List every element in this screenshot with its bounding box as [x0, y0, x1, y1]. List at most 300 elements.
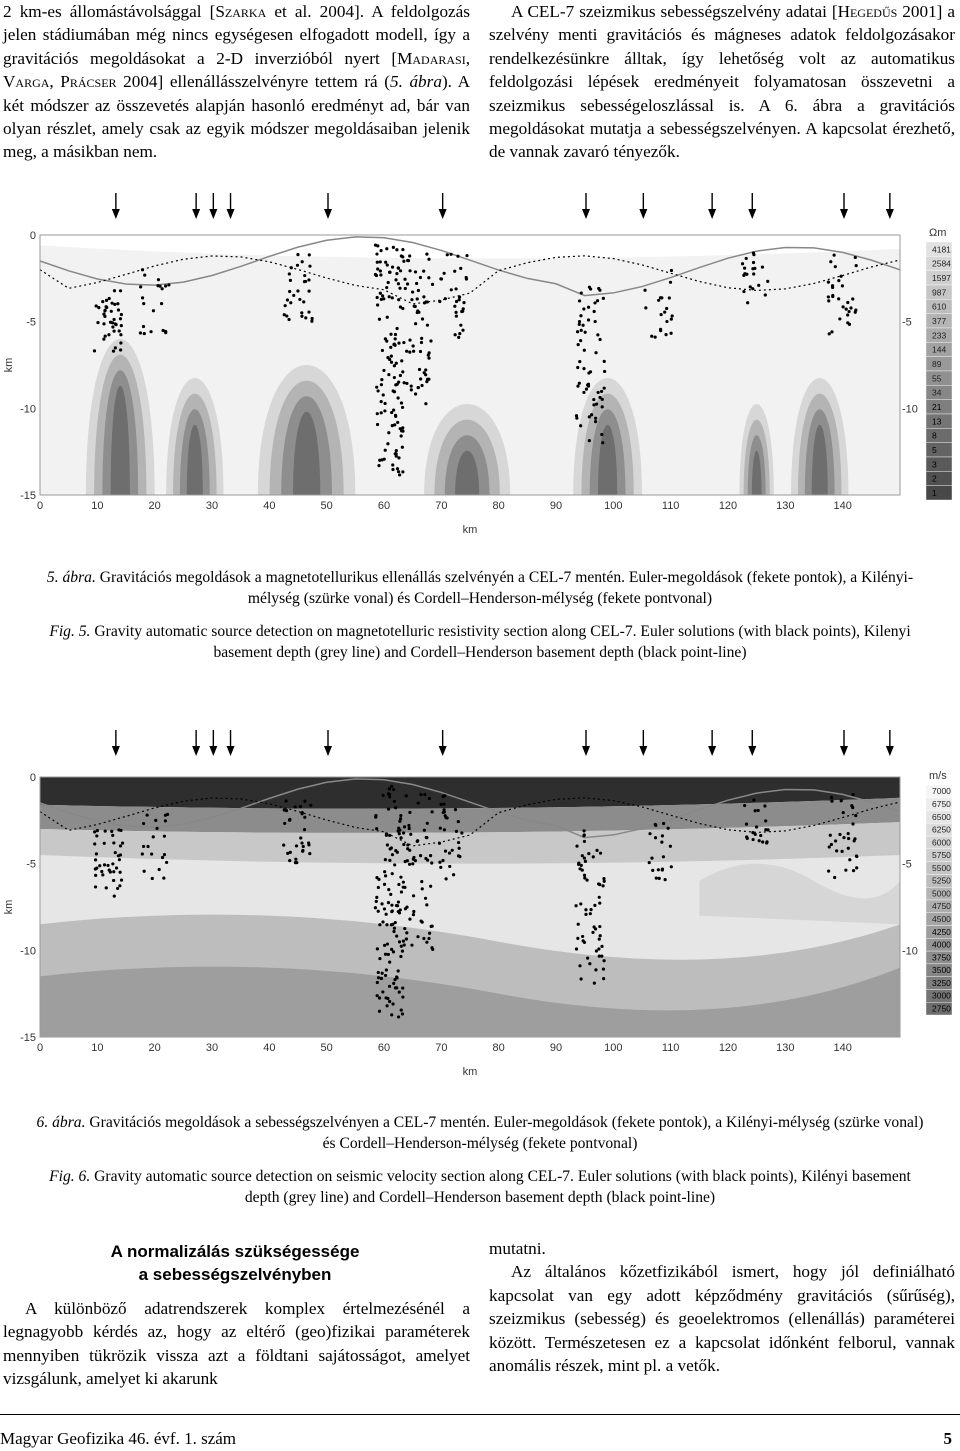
euler-point — [397, 1015, 400, 1018]
euler-point — [763, 804, 766, 807]
euler-point — [399, 876, 402, 879]
euler-point — [416, 839, 419, 842]
legend-label: 3 — [932, 459, 937, 470]
euler-point — [422, 270, 425, 273]
euler-point — [419, 276, 422, 279]
euler-point — [752, 798, 755, 801]
euler-point — [426, 324, 429, 327]
legend-label: 13 — [932, 416, 942, 427]
euler-point — [386, 263, 389, 266]
legend-unit: Ωm — [929, 227, 947, 239]
source-arrow — [192, 193, 200, 219]
euler-point — [831, 286, 834, 289]
euler-point — [576, 937, 579, 940]
euler-point — [644, 306, 647, 309]
euler-point — [393, 863, 396, 866]
euler-point — [601, 884, 604, 887]
euler-point — [601, 441, 604, 444]
euler-point — [399, 269, 402, 272]
euler-point — [379, 249, 382, 252]
euler-point — [662, 822, 665, 825]
euler-point — [115, 866, 118, 869]
euler-point — [101, 873, 104, 876]
euler-point — [443, 272, 446, 275]
legend-label: 3500 — [932, 965, 951, 976]
euler-point — [390, 785, 393, 788]
euler-point — [384, 858, 387, 861]
euler-point — [397, 900, 400, 903]
euler-point — [424, 402, 427, 405]
euler-point — [827, 281, 830, 284]
x-tick-label: 70 — [435, 500, 448, 512]
right-tick-label: -5 — [902, 858, 912, 871]
euler-point — [583, 840, 586, 843]
euler-point — [454, 333, 457, 336]
euler-point — [386, 1004, 389, 1007]
euler-point — [395, 362, 398, 365]
euler-point — [402, 341, 405, 344]
euler-point — [584, 860, 587, 863]
euler-point — [830, 796, 833, 799]
source-arrow — [582, 730, 590, 756]
legend-label: 6500 — [932, 811, 951, 822]
euler-point — [643, 289, 646, 292]
euler-point — [289, 301, 292, 304]
legend-label: 3000 — [932, 990, 951, 1001]
euler-point — [391, 266, 394, 269]
euler-point — [411, 862, 414, 865]
euler-point — [587, 306, 590, 309]
euler-point — [408, 827, 411, 830]
euler-point — [848, 858, 851, 861]
euler-point — [383, 402, 386, 405]
euler-point — [833, 254, 836, 257]
euler-point — [600, 433, 603, 436]
euler-point — [115, 323, 118, 326]
euler-point — [384, 337, 387, 340]
euler-point — [580, 329, 583, 332]
euler-point — [391, 1002, 394, 1005]
euler-point — [375, 900, 378, 903]
euler-point — [589, 908, 592, 911]
x-tick-label: 80 — [492, 500, 505, 512]
euler-point — [112, 329, 115, 332]
euler-point — [829, 260, 832, 263]
euler-point — [749, 285, 752, 288]
euler-point — [396, 421, 399, 424]
source-arrow — [708, 730, 716, 756]
legend-label: 4500 — [932, 913, 951, 924]
euler-point — [96, 321, 99, 324]
euler-point — [375, 386, 378, 389]
x-axis-label: km — [462, 524, 478, 536]
euler-point — [93, 349, 96, 352]
euler-point — [299, 805, 302, 808]
euler-point — [95, 304, 98, 307]
euler-point — [394, 414, 397, 417]
x-tick-label: 90 — [549, 500, 563, 512]
euler-point — [164, 331, 167, 334]
section-heading-line-1: A normalizálás szükségessége — [110, 1242, 360, 1261]
euler-point — [303, 828, 306, 831]
euler-point — [408, 338, 411, 341]
euler-point — [752, 261, 755, 264]
legend-label: 233 — [932, 330, 947, 341]
euler-point — [152, 835, 155, 838]
euler-point — [401, 1012, 404, 1015]
euler-point — [397, 396, 400, 399]
euler-point — [403, 886, 406, 889]
euler-point — [667, 827, 670, 830]
source-arrow — [209, 730, 217, 756]
euler-point — [594, 417, 597, 420]
source-arrow — [748, 730, 756, 756]
euler-point — [380, 383, 383, 386]
euler-point — [300, 315, 303, 318]
euler-point — [752, 838, 755, 841]
legend-label: 1 — [932, 487, 937, 498]
euler-point — [374, 273, 377, 276]
euler-point — [587, 318, 590, 321]
euler-point — [598, 901, 601, 904]
legend-swatch — [926, 486, 952, 500]
legend-label: 5250 — [932, 875, 951, 886]
euler-point — [446, 253, 449, 256]
euler-point — [597, 947, 600, 950]
euler-point — [394, 921, 397, 924]
euler-point — [390, 361, 393, 364]
euler-point — [755, 825, 758, 828]
euler-point — [583, 349, 586, 352]
euler-point — [602, 967, 605, 970]
euler-point — [602, 877, 605, 880]
euler-point — [395, 272, 398, 275]
euler-point — [378, 957, 381, 960]
euler-point — [455, 315, 458, 318]
euler-point — [102, 313, 105, 316]
euler-point — [578, 360, 581, 363]
euler-point — [112, 841, 115, 844]
euler-point — [380, 902, 383, 905]
legend-label: 1597 — [932, 272, 951, 283]
euler-point — [827, 295, 830, 298]
euler-point — [407, 824, 410, 827]
euler-point — [842, 305, 845, 308]
euler-point — [378, 1010, 381, 1013]
euler-point — [830, 843, 833, 846]
euler-point — [579, 339, 582, 342]
source-arrow — [708, 193, 716, 219]
section-heading — [0, 1240, 470, 1286]
euler-point — [304, 316, 307, 319]
euler-point — [401, 986, 404, 989]
euler-point — [757, 809, 760, 812]
bottom-right-paragraphs: mutatni. Az általános kőzetfizikából ismert, hogy jól definiálható kapcsolat van egy adott képződmény gravitációs (sűrűség), szeizmikus (sebesség) és geoelektromos (ellenállás) paraméterei között. Természetesen ez a kapcsolat időnként felborul, vannak anomális részek, mint pl. a vetők. — [489, 1239, 955, 1376]
x-tick-label: 60 — [377, 1042, 391, 1054]
euler-point — [657, 299, 660, 302]
euler-point — [394, 333, 397, 336]
euler-point — [837, 297, 840, 300]
euler-point — [384, 874, 387, 877]
euler-point — [383, 907, 386, 910]
euler-point — [290, 266, 293, 269]
euler-point — [600, 945, 603, 948]
euler-point — [764, 819, 767, 822]
euler-point — [590, 413, 593, 416]
euler-point — [594, 351, 597, 354]
euler-point — [384, 449, 387, 452]
euler-point — [598, 338, 601, 341]
euler-point — [408, 254, 411, 257]
euler-point — [445, 877, 448, 880]
euler-point — [578, 320, 581, 323]
euler-point — [402, 260, 405, 263]
euler-point — [107, 333, 110, 336]
x-tick-label: 110 — [661, 500, 680, 512]
euler-point — [150, 852, 153, 855]
source-arrow — [112, 730, 120, 756]
euler-point — [603, 387, 606, 390]
euler-point — [455, 830, 458, 833]
euler-point — [400, 945, 403, 948]
euler-point — [414, 322, 417, 325]
euler-point — [388, 1000, 391, 1003]
euler-point — [403, 278, 406, 281]
source-arrow — [639, 193, 647, 219]
euler-point — [766, 280, 769, 283]
y-axis-label: km — [3, 899, 15, 915]
euler-point — [103, 842, 106, 845]
legend-label: 144 — [932, 344, 947, 355]
euler-point — [111, 321, 114, 324]
euler-point — [754, 809, 757, 812]
euler-point — [451, 849, 454, 852]
euler-point — [398, 940, 401, 943]
euler-point — [411, 290, 414, 293]
legend-label: 6000 — [932, 837, 951, 848]
legend-label: 6250 — [932, 824, 951, 835]
figure-6 — [0, 725, 960, 1095]
euler-point — [384, 261, 387, 264]
euler-point — [285, 314, 288, 317]
source-arrow — [639, 730, 647, 756]
euler-point — [455, 300, 458, 303]
euler-point — [378, 996, 381, 999]
euler-point — [412, 913, 415, 916]
x-tick-label: 120 — [718, 500, 738, 512]
euler-point — [448, 851, 451, 854]
euler-point — [582, 367, 585, 370]
source-arrow — [324, 730, 332, 756]
euler-point — [582, 391, 585, 394]
euler-point — [287, 318, 290, 321]
euler-point — [397, 830, 400, 833]
euler-point — [142, 325, 145, 328]
euler-point — [847, 832, 850, 835]
euler-point — [95, 834, 98, 837]
euler-point — [401, 255, 404, 258]
euler-point — [303, 816, 306, 819]
euler-point — [396, 327, 399, 330]
euler-point — [303, 280, 306, 283]
euler-point — [376, 296, 379, 299]
euler-point — [579, 314, 582, 317]
resistivity-section-plot — [0, 190, 960, 550]
euler-point — [397, 380, 400, 383]
x-tick-label: 10 — [91, 500, 104, 512]
euler-point — [575, 947, 578, 950]
y-axis-label: km — [3, 357, 15, 373]
euler-point — [764, 293, 767, 296]
euler-point — [388, 787, 391, 790]
euler-point — [102, 322, 105, 325]
euler-point — [401, 370, 404, 373]
euler-point — [420, 880, 423, 883]
euler-point — [849, 306, 852, 309]
euler-point — [460, 831, 463, 834]
euler-point — [296, 264, 299, 267]
euler-point — [458, 847, 461, 850]
euler-point — [585, 387, 588, 390]
euler-point — [406, 843, 409, 846]
euler-point — [288, 272, 291, 275]
euler-point — [119, 289, 122, 292]
euler-point — [842, 836, 845, 839]
euler-point — [392, 982, 395, 985]
euler-point — [376, 981, 379, 984]
euler-point — [414, 305, 417, 308]
euler-point — [377, 976, 380, 979]
euler-point — [745, 257, 748, 260]
euler-point — [394, 383, 397, 386]
euler-point — [427, 357, 430, 360]
euler-point — [390, 355, 393, 358]
euler-point — [112, 879, 115, 882]
euler-point — [379, 269, 382, 272]
euler-point — [385, 832, 388, 835]
euler-point — [452, 873, 455, 876]
euler-point — [650, 335, 653, 338]
euler-point — [408, 863, 411, 866]
y-tick-label: -5 — [26, 316, 36, 329]
euler-point — [391, 424, 394, 427]
euler-point — [741, 262, 744, 265]
euler-point — [591, 931, 594, 934]
euler-point — [660, 296, 663, 299]
euler-point — [381, 349, 384, 352]
euler-point — [603, 370, 606, 373]
euler-point — [601, 398, 604, 401]
source-arrow — [227, 193, 235, 219]
euler-point — [833, 876, 836, 879]
euler-point — [584, 908, 587, 911]
euler-point — [578, 299, 581, 302]
euler-point — [420, 384, 423, 387]
euler-point — [102, 338, 105, 341]
euler-point — [395, 976, 398, 979]
euler-point — [421, 887, 424, 890]
x-tick-label: 20 — [148, 1042, 161, 1054]
euler-point — [301, 849, 304, 852]
euler-point — [582, 829, 585, 832]
euler-point — [761, 840, 764, 843]
euler-point — [412, 344, 415, 347]
euler-point — [399, 814, 402, 817]
euler-point — [386, 997, 389, 1000]
euler-point — [753, 267, 756, 270]
euler-point — [829, 834, 832, 837]
euler-point — [389, 893, 392, 896]
euler-point — [397, 298, 400, 301]
euler-point — [596, 333, 599, 336]
euler-point — [377, 878, 380, 881]
euler-point — [111, 325, 114, 328]
euler-point — [742, 290, 745, 293]
euler-point — [830, 799, 833, 802]
euler-point — [599, 852, 602, 855]
euler-point — [648, 832, 651, 835]
euler-point — [406, 282, 409, 285]
euler-point — [751, 831, 754, 834]
euler-point — [580, 291, 583, 294]
euler-point — [400, 434, 403, 437]
euler-point — [602, 297, 605, 300]
euler-point — [671, 314, 674, 317]
euler-point — [158, 285, 161, 288]
euler-point — [431, 810, 434, 813]
euler-point — [431, 283, 434, 286]
euler-point — [154, 819, 157, 822]
euler-point — [659, 328, 662, 331]
euler-point — [827, 299, 830, 302]
euler-point — [580, 977, 583, 980]
euler-point — [419, 377, 422, 380]
legend-label: 8 — [932, 430, 937, 441]
euler-point — [461, 329, 464, 332]
euler-point — [401, 406, 404, 409]
x-tick-label: 130 — [776, 1042, 795, 1054]
euler-point — [408, 351, 411, 354]
euler-point — [423, 301, 426, 304]
euler-point — [403, 943, 406, 946]
euler-point — [404, 287, 407, 290]
euler-point — [410, 298, 413, 301]
euler-point — [414, 270, 417, 273]
euler-point — [458, 855, 461, 858]
euler-point — [400, 1008, 403, 1011]
source-arrow — [886, 730, 894, 756]
euler-point — [410, 944, 413, 947]
euler-point — [428, 932, 431, 935]
euler-point — [412, 350, 415, 353]
right-tick-label: -5 — [902, 316, 912, 329]
euler-point — [662, 855, 665, 858]
euler-point — [381, 920, 384, 923]
euler-point — [111, 834, 114, 837]
euler-point — [384, 953, 387, 956]
euler-point — [94, 874, 97, 877]
euler-point — [441, 859, 444, 862]
euler-point — [383, 458, 386, 461]
x-tick-label: 120 — [718, 1042, 738, 1054]
euler-point — [453, 305, 456, 308]
euler-point — [161, 856, 164, 859]
legend-label: 3750 — [932, 952, 951, 963]
euler-point — [581, 869, 584, 872]
euler-point — [307, 289, 310, 292]
euler-point — [376, 994, 379, 997]
euler-point — [582, 307, 585, 310]
